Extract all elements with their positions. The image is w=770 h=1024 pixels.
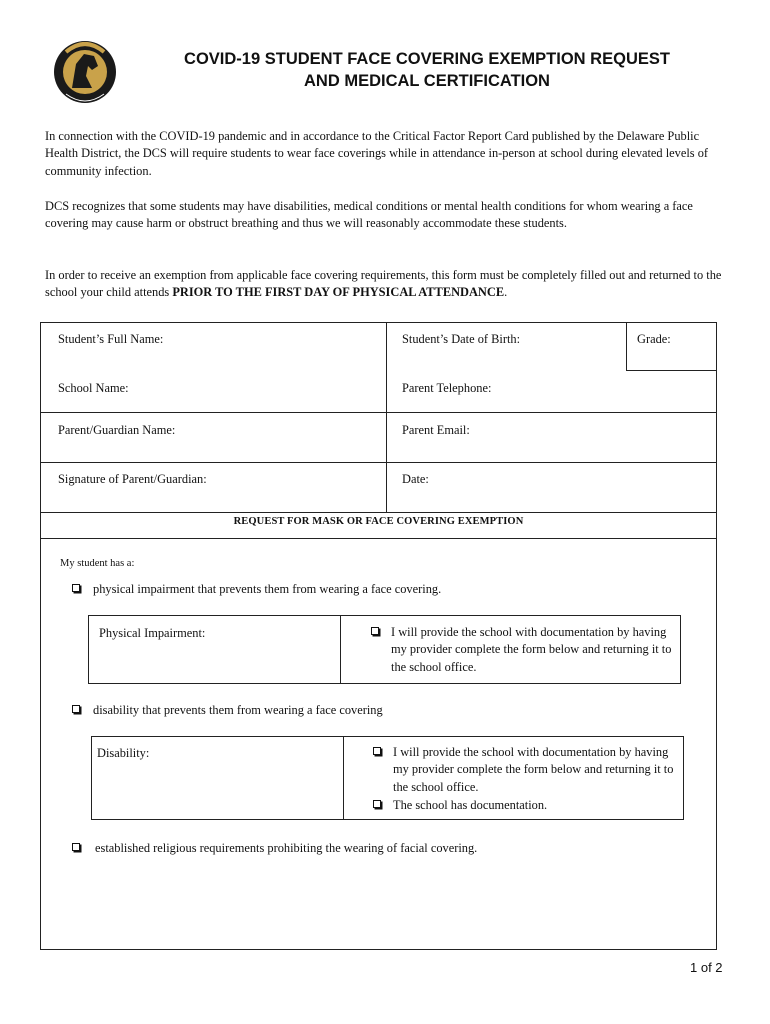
date-field[interactable]: Date: (402, 472, 429, 486)
physical-impairment-option: physical impairment that prevents them from wearing a face covering. (93, 582, 442, 596)
disability-box-divider (343, 736, 344, 820)
disability-has-doc-text: The school has documentation. (393, 798, 548, 812)
intro-paragraph-1: In connection with the COVID-19 pandemic and in accordance to the Critical Factor Report Card published by the Delaware Public Health District, the DCS will require students to wear face coverings while in attendance in-person at school during elevated levels of community infection. (45, 129, 709, 178)
disability-has-doc-checkbox[interactable] (373, 800, 381, 808)
physical-provide-text: I will provide the school with documentation by having my provider complete the form below and returning it to the school office. (391, 625, 672, 674)
parent-email-field[interactable]: Parent Email: (402, 423, 470, 437)
exemption-heading: REQUEST FOR MASK OR FACE COVERING EXEMPTION (233, 516, 524, 527)
intro-paragraph-3 (45, 267, 735, 302)
grade-cell-bottom (626, 370, 717, 371)
parent-signature-field[interactable]: Signature of Parent/Guardian: (58, 472, 207, 486)
physical-box-divider (340, 615, 341, 684)
intro-paragraph-3-end: . (504, 285, 508, 300)
physical-impairment-field[interactable]: Physical Impairment: (99, 626, 206, 640)
religious-checkbox[interactable] (72, 843, 80, 851)
title-line-1: COVID-19 STUDENT FACE COVERING EXEMPTION REQUEST (184, 50, 670, 68)
intro-paragraph-2: DCS recognizes that some students may have disabilities, medical conditions or mental health conditions for whom wearing a face covering may cause harm or obstruct breathing and thus we will reasonably accommodate these students. (45, 199, 693, 231)
school-name-field[interactable]: School Name: (58, 381, 129, 395)
row-divider-5 (40, 538, 717, 539)
student-dob-field[interactable]: Student’s Date of Birth: (402, 332, 521, 346)
religious-option: established religious requirements prohibiting the wearing of facial covering. (95, 841, 478, 855)
column-divider (386, 322, 387, 512)
row-divider-4 (40, 512, 717, 513)
disability-checkbox[interactable] (72, 705, 80, 713)
intro-paragraph-3-lead: In order to receive an exemption from applicable face covering requirements, this form must be completely filled out and returned to the school your child attends (45, 268, 722, 300)
grade-divider (626, 322, 627, 370)
physical-impairment-checkbox[interactable] (72, 584, 80, 592)
grade-field[interactable]: Grade: (637, 332, 671, 346)
row-divider-3 (40, 462, 717, 463)
row-divider-2 (40, 412, 717, 413)
title-line-2: AND MEDICAL CERTIFICATION (304, 72, 550, 90)
school-logo (48, 36, 122, 106)
intro-paragraph-3-bold: PRIOR TO THE FIRST DAY OF PHYSICAL ATTENDANCE (172, 285, 505, 300)
parent-name-field[interactable]: Parent/Guardian Name: (58, 423, 176, 437)
exemption-intro: My student has a: (60, 558, 135, 569)
disability-provide-checkbox[interactable] (373, 747, 381, 755)
student-name-field[interactable]: Student’s Full Name: (58, 332, 164, 346)
parent-phone-field[interactable]: Parent Telephone: (402, 381, 492, 395)
disability-field[interactable]: Disability: (97, 746, 150, 760)
disability-option: disability that prevents them from wearing a face covering (93, 703, 383, 717)
page-number: 1 of 2 (690, 960, 723, 975)
disability-provide-text: I will provide the school with documentation by having my provider complete the form below and returning it to the school office. (393, 745, 674, 794)
page-title (120, 48, 734, 92)
physical-provide-checkbox[interactable] (371, 627, 379, 635)
